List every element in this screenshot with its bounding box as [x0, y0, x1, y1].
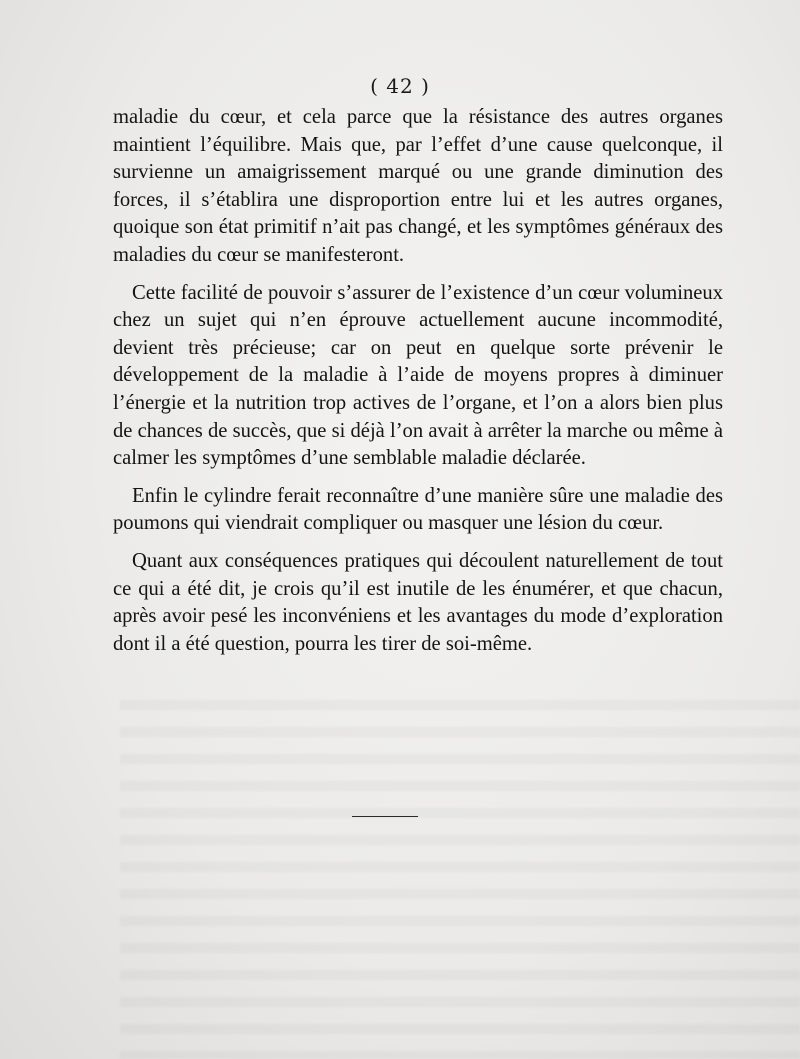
- page-number: ( 42 ): [370, 74, 430, 98]
- body-text: [113, 104, 723, 658]
- section-end-rule: [352, 816, 418, 817]
- paragraph-1: maladie du cœur, et cela parce que la résistance des autres organes maintient l’équilibre. Mais que, par l’effet d’une cause quelconque, il survienne un amaigrissement marqué ou une grande diminution des forces, il s’établira une disproportion entre lui et les autres organes, quoique son état primitif n’ait pas changé, et les symptômes généraux des maladies du cœur se manifesteront.: [113, 106, 723, 266]
- paragraph-3: Enfin le cylindre ferait reconnaître d’une manière sûre une maladie des poumons qui viendrait compliquer ou masquer une lésion du cœur.: [113, 484, 723, 535]
- show-through-text: [120, 700, 800, 1059]
- paragraph-2: Cette facilité de pouvoir s’assurer de l’existence d’un cœur volumineux chez un sujet qui n’en éprouve actuellement aucune incommodité, devient très précieuse; car on peut en quelque sorte prévenir le développement de la maladie à l’aide de moyens propres à diminuer l’énergie et la nutrition trop actives de l’organe, et l’on a alors bien plus de chances de succès, que si déjà l’on avait à arrêter la marche ou même à calmer les symptômes d’une semblable maladie déclarée.: [113, 281, 723, 470]
- paragraph-4: Quant aux conséquences pratiques qui découlent naturellement de tout ce qui a été dit, je crois qu’il est inutile de les énumérer, et que chacun, après avoir pesé les inconvéniens et les avantages du mode d’exploration dont il a été question, pourra les tirer de soi-même.: [113, 549, 723, 655]
